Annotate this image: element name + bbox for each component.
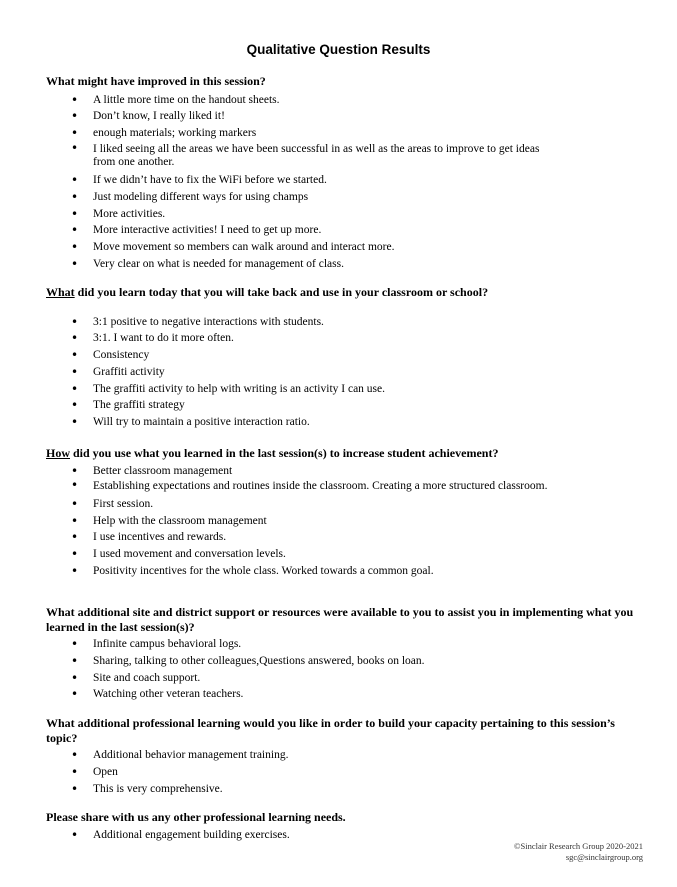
answer-item: • Better classroom management (46, 463, 646, 480)
question-section (46, 716, 646, 797)
contact-email: sgc@sinclairgroup.org (565, 852, 643, 862)
answer-list (46, 92, 646, 273)
answer-item: • I used movement and conversation levels. (46, 546, 646, 563)
question-text: What additional site and district support or resources were available to you to assist you in implementing what you learned in the last session(s)? (46, 605, 634, 634)
question-text: What might have improved in this session? (46, 74, 266, 88)
question-heading (46, 716, 646, 745)
answer-item: • More interactive activities! I need to get up more. (46, 222, 646, 239)
copyright-text: ©Sinclair Research Group 2020-2021 (514, 841, 643, 851)
question-text: What additional professional learning would you like in order to build your capacity pertaining to this session’s topic? (46, 716, 615, 745)
answer-item: • Graffiti activity (46, 364, 646, 381)
answer-item: • Watching other veteran teachers. (46, 686, 646, 703)
question-heading (46, 605, 646, 634)
answer-item: • Open (46, 764, 646, 781)
answer-item: • A little more time on the handout sheets. (46, 92, 646, 109)
answer-item: • Don’t know, I really liked it! (46, 108, 646, 125)
answer-item: • Additional engagement building exercises. (46, 827, 646, 844)
answer-item: • More activities. (46, 206, 646, 223)
answer-item: • Just modeling different ways for using champs (46, 189, 646, 206)
answer-item: • Move movement so members can walk around and interact more. (46, 239, 646, 256)
question-text: did you learn today that you will take back and use in your classroom or school? (74, 285, 489, 299)
answer-item: • I liked seeing all the areas we have been successful in as well as the areas to improve to get ideas from one another. (46, 142, 646, 172)
answer-item: • The graffiti activity to help with writing is an activity I can use. (46, 381, 646, 398)
question-section (46, 74, 646, 273)
answer-item: • 3:1 positive to negative interactions with students. (46, 314, 646, 331)
answer-item: • Sharing, talking to other colleagues,Questions answered, books on loan. (46, 653, 646, 670)
answer-item: • Additional behavior management training. (46, 747, 646, 764)
question-section (46, 446, 646, 580)
answer-item: • The graffiti strategy (46, 397, 646, 414)
answer-item: • This is very comprehensive. (46, 781, 646, 798)
question-heading (46, 446, 646, 461)
answer-item: • First session. (46, 496, 646, 513)
question-text: Please share with us any other professional learning needs. (46, 810, 346, 824)
answer-item: • 3:1. I want to do it more often. (46, 330, 646, 347)
answer-item: • Help with the classroom management (46, 513, 646, 530)
answer-item: • I use incentives and rewards. (46, 529, 646, 546)
question-section (46, 605, 646, 703)
question-text: did you use what you learned in the last session(s) to increase student achievement? (70, 446, 499, 460)
answer-item: • Site and coach support. (46, 670, 646, 687)
answer-item: • Consistency (46, 347, 646, 364)
question-keyword: How (46, 446, 70, 460)
answer-list (46, 463, 646, 580)
question-heading (46, 74, 646, 89)
answer-item: • Establishing expectations and routines inside the classroom. Creating a more structured classroom. (46, 479, 646, 496)
page-title: Qualitative Question Results (246, 42, 431, 57)
answer-item: • enough materials; working markers (46, 125, 646, 142)
question-section (46, 810, 646, 843)
question-heading (46, 285, 646, 300)
question-heading (46, 810, 646, 825)
answer-item: • Infinite campus behavioral logs. (46, 636, 646, 653)
answer-item: • Very clear on what is needed for management of class. (46, 256, 646, 273)
answer-item: • Will try to maintain a positive interaction ratio. (46, 414, 646, 431)
answer-list (46, 747, 646, 797)
answer-list (46, 636, 646, 703)
answer-item: • If we didn’t have to fix the WiFi before we started. (46, 172, 646, 189)
answer-item: • Positivity incentives for the whole class. Worked towards a common goal. (46, 563, 646, 580)
answer-list (46, 314, 646, 432)
footer (514, 841, 643, 863)
question-section (46, 285, 646, 431)
question-keyword: What (46, 285, 75, 299)
